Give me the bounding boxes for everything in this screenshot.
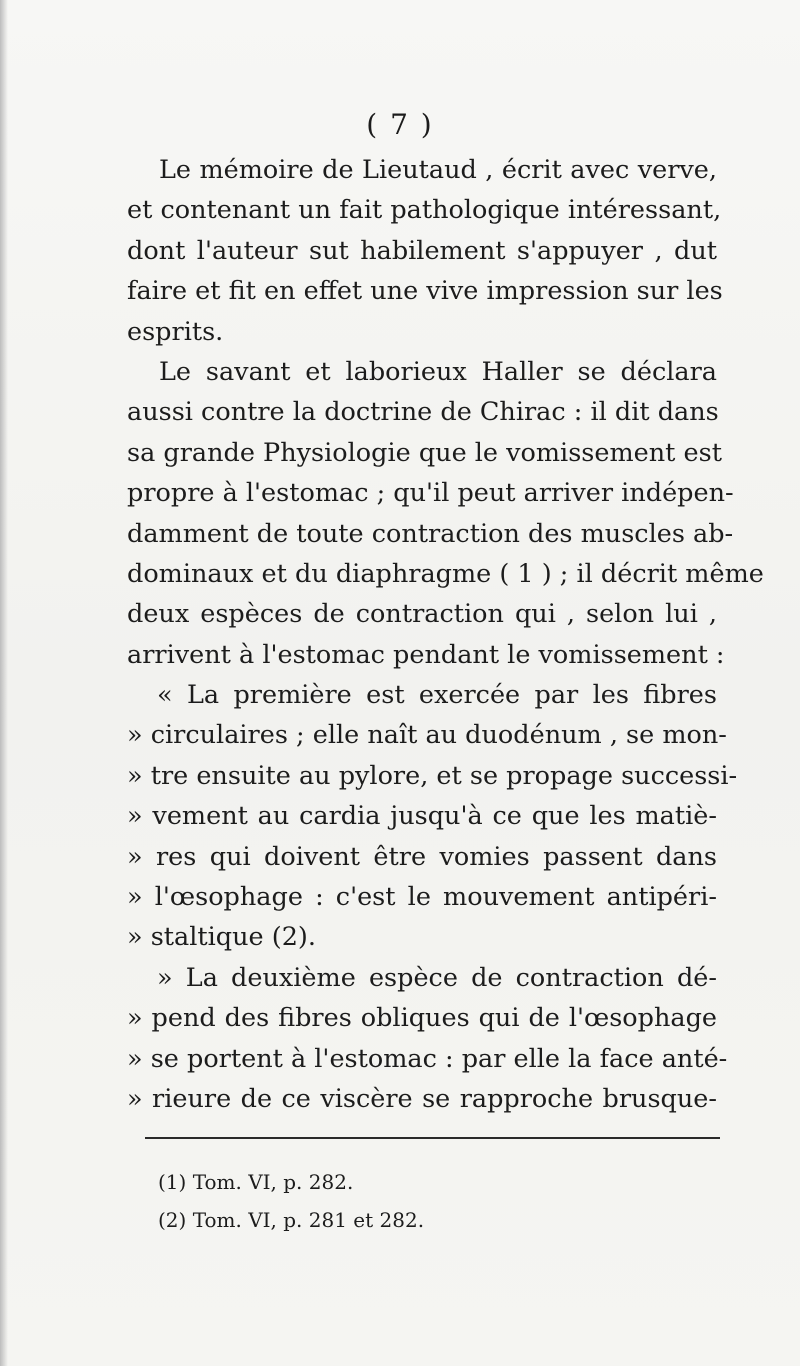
quote-line: » se portent à l'estomac : par elle la face anté- [127, 1043, 728, 1074]
quote-line: » pend des fibres obliques qui de l'œsophage [127, 1003, 717, 1034]
quote-line: » staltique (2). [127, 922, 316, 953]
text-line: aussi contre la doctrine de Chirac : il dit dans [127, 397, 719, 428]
text-line: deux espèces de contraction qui , selon lui , [127, 599, 717, 630]
quote-line: » La deuxième espèce de contraction dé- [157, 962, 717, 993]
text-line: Le mémoire de Lieutaud , écrit avec verve, [159, 155, 717, 185]
text-line: damment de toute contraction des muscles ab- [127, 518, 734, 549]
quote-line: » vement au cardia jusqu'à ce que les matiè- [127, 801, 717, 832]
text-line: et contenant un fait pathologique intéressant, [127, 195, 722, 226]
quote-line: » rieure de ce viscère se rapproche brusque- [127, 1083, 717, 1114]
footnote: (2) Tom. VI, p. 281 et 282. [158, 1208, 425, 1232]
text-line: esprits. [127, 316, 224, 347]
text-line: dont l'auteur sut habilement s'appuyer , dut [127, 235, 717, 266]
text-line: dominaux et du diaphragme ( 1 ) ; il décrit même [127, 558, 764, 589]
quote-line: » res qui doivent être vomies passent dans [127, 841, 717, 872]
body-text [127, 150, 764, 1119]
quote-line: » circulaires ; elle naît au duodénum , se mon- [127, 720, 727, 751]
text-line: sa grande Physiologie que le vomissement est [127, 437, 722, 468]
quote-line: « La première est exercée par les fibres [157, 680, 717, 711]
footnote-divider [145, 1137, 720, 1139]
page-edge-shadow [0, 0, 8, 1366]
footnote: (1) Tom. VI, p. 282. [158, 1170, 354, 1194]
quote-line: » tre ensuite au pylore, et se propage successi- [127, 760, 738, 791]
page-number: ( 7 ) [366, 108, 434, 141]
text-line: faire et fit en effet une vive impression sur les [127, 276, 723, 307]
quote-line: » l'œsophage : c'est le mouvement antipéri- [127, 882, 717, 913]
text-line: Le savant et laborieux Haller se déclara [159, 356, 717, 387]
text-line: arrivent à l'estomac pendant le vomissement : [127, 639, 725, 670]
text-line: propre à l'estomac ; qu'il peut arriver indépen- [127, 478, 734, 509]
footnotes [158, 1163, 424, 1239]
